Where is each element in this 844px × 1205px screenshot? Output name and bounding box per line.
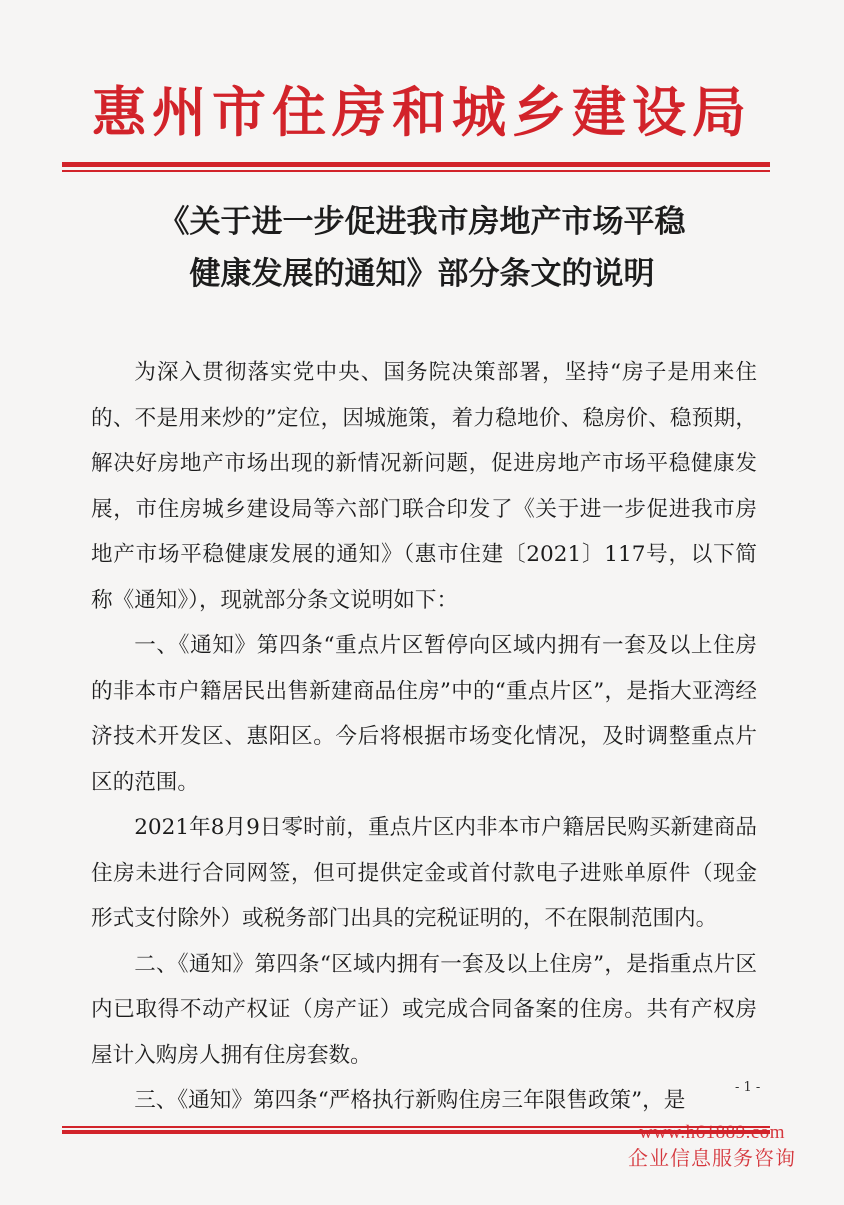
document-title-line-2: 健康发展的通知》部分条文的说明 — [189, 256, 655, 292]
paragraph-item-3: 三、《通知》第四条“严格执行新购住房三年限售政策”，是 — [134, 1088, 686, 1113]
document-title — [60, 196, 784, 300]
letterhead-rule-thick — [62, 162, 770, 167]
agency-letterhead: 惠州市住房和城乡建设局 — [92, 81, 752, 144]
paragraph-intro: 为深入贯彻落实党中央、国务院决策部署，坚持“房子是用来住的、不是用来炒的”定位，因城施策，着力稳地价、稳房价、稳预期，解决好房地产市场出现的新情况新问题，促进房地产市场平稳健康发展，市住房城乡建设局等六部门联合印发了《关于进一步促进我市房地产市场平稳健康发展的通知》（惠市住建〔2021〕117号，以下简称《通知》），现就部分条文说明如下： — [91, 360, 757, 613]
watermark — [612, 1122, 812, 1172]
watermark-url: www.h61889.com — [638, 1122, 786, 1143]
letterhead-rule-thin — [62, 170, 770, 172]
watermark-text: 企业信息服务咨询 — [628, 1146, 796, 1170]
paragraph-item-1-note: 2021年8月9日零时前，重点片区内非本市户籍居民购买新建商品住房未进行合同网签，但可提供定金或首付款电子进账单原件（现金形式支付除外）或税务部门出具的完税证明的，不在限制范围内。 — [91, 815, 757, 931]
paragraph-item-2: 二、《通知》第四条“区域内拥有一套及以上住房”，是指重点片区内已取得不动产权证（房产证）或完成合同备案的住房。共有产权房屋计入购房人拥有住房套数。 — [91, 951, 757, 1068]
paragraph-item-1: 一、《通知》第四条“重点片区暂停向区域内拥有一套及以上住房的非本市户籍居民出售新建商品住房”中的“重点片区”，是指大亚湾经济技术开发区、惠阳区。今后将根据市场变化情况，及时调整重点片区的范围。 — [91, 633, 757, 795]
page-number: - 1 - — [735, 1080, 761, 1095]
document-body — [91, 350, 757, 1124]
document-title-line-1: 《关于进一步促进我市房地产市场平稳 — [158, 204, 686, 240]
